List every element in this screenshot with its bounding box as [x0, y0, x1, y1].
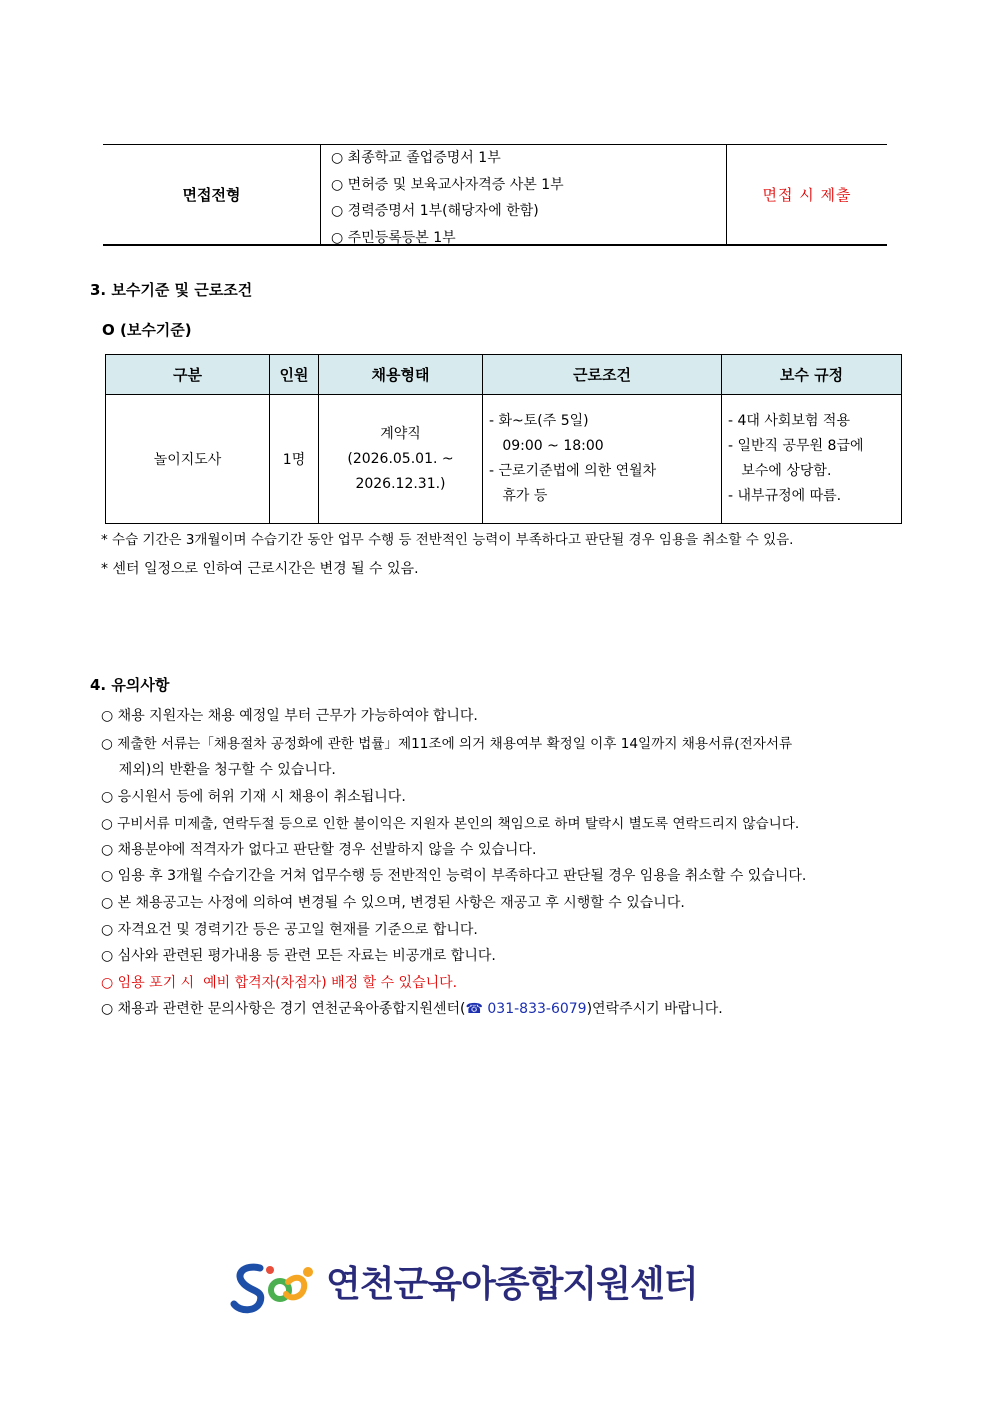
footnote: * 센터 일정으로 인하여 근로시간은 변경 될 수 있음.	[101, 561, 419, 577]
section3-subheading: O (보수기준)	[102, 321, 192, 339]
documents-table	[103, 144, 887, 246]
notice-item: 제외)의 반환을 청구할 수 있습니다.	[101, 762, 336, 778]
notice-item: ○ 자격요건 및 경력기간 등은 공고일 현재를 기준으로 합니다.	[101, 922, 478, 938]
pay-line: - 4대 사회보험 적용	[728, 413, 850, 429]
section3-heading: 3. 보수기준 및 근로조건	[90, 281, 253, 299]
contact-phone[interactable]: ☎ 031-833-6079	[465, 1001, 587, 1017]
cell-count	[270, 395, 319, 523]
notice-item: ○ 응시원서 등에 허위 기재 시 채용이 취소됩니다.	[101, 789, 406, 805]
document-item: ○ 최종학교 졸업증명서 1부	[331, 150, 501, 166]
notice-item: ○ 제출한 서류는「채용절차 공정화에 관한 법률」제11조에 의거 채용여부 확정일 이후 14일까지 채용서류(전자서류	[101, 736, 793, 752]
pay-line: - 일반직 공무원 8급에	[728, 438, 864, 454]
org-name: 연천군육아종합지원센터	[326, 1264, 698, 1305]
pay-line: 보수에 상당함.	[728, 463, 832, 479]
document-item: ○ 면허증 및 보육교사자격증 사본 1부	[331, 176, 564, 193]
type-line: 계약직	[380, 425, 421, 442]
header-pay: 보수 규정	[722, 355, 901, 395]
category-value: 놀이지도사	[153, 452, 222, 468]
notice-item: ○ 구비서류 미제출, 연락두절 등으로 인한 불이익은 지원자 본인의 책임으로 하며 탈락시 별도록 연락드리지 않습니다.	[101, 816, 800, 832]
notice-item-red: ○ 임용 포기 시 예비 합격자(차점자) 배정 할 수 있습니다.	[101, 975, 458, 991]
section4-heading: 4. 유의사항	[90, 676, 170, 694]
footnote: * 수습 기간은 3개월이며 수습기간 동안 업무 수행 등 전반적인 능력이 부족하다고 판단될 경우 임용을 취소할 수 있음.	[101, 532, 794, 548]
count-value: 1명	[282, 452, 306, 468]
document-item: ○ 경력증명서 1부(해당자에 한함)	[331, 203, 539, 219]
header-conditions: 근로조건	[483, 355, 722, 395]
contact-suffix: )연락주시기 바랍니다.	[586, 1001, 723, 1017]
notice-item: ○ 임용 후 3개월 수습기간을 거쳐 업무수행 등 전반적인 능력이 부족하다고 판단될 경우 임용을 취소할 수 있습니다.	[101, 868, 807, 884]
contact-item	[101, 998, 723, 1018]
document-item: ○ 주민등록등본 1부	[331, 229, 456, 246]
cell-type	[319, 395, 483, 523]
condition-line: - 화~토(주 5일)	[489, 413, 589, 429]
type-line: (2026.05.01. ~	[347, 450, 454, 467]
notice-item: ○ 채용분야에 적격자가 없다고 판단할 경우 선발하지 않을 수 있습니다.	[101, 842, 537, 858]
pay-line: - 내부규정에 따름.	[728, 488, 842, 504]
contact-prefix: ○ 채용과 관련한 문의사항은 경기 연천군육아종합지원센터(	[101, 1001, 466, 1017]
pay-table	[105, 354, 902, 524]
notice-item: ○ 심사와 관련된 평가내용 등 관련 모든 자료는 비공개로 합니다.	[101, 948, 496, 964]
notice-item: ○ 채용 지원자는 채용 예정일 부터 근무가 가능하여야 합니다.	[101, 708, 478, 724]
cell-category	[106, 395, 270, 523]
condition-line: 휴가 등	[489, 488, 548, 504]
header-count: 인원	[270, 355, 319, 395]
cell-conditions	[483, 395, 722, 523]
notice-item: ○ 본 채용공고는 사정에 의하여 변경될 수 있으며, 변경된 사항은 재공고 후 시행할 수 있습니다.	[101, 895, 685, 911]
cell-pay	[722, 395, 901, 523]
condition-line: 09:00 ~ 18:00	[489, 438, 604, 454]
documents-list	[321, 145, 727, 244]
org-logo-icon	[230, 1260, 326, 1316]
header-category: 구분	[106, 355, 270, 395]
header-type: 채용형태	[319, 355, 483, 395]
interview-stage-label: 면접전형	[103, 145, 321, 244]
condition-line: - 근로기준법에 의한 연월차	[489, 463, 657, 479]
submission-note: 면접 시 제출	[762, 186, 852, 204]
type-line: 2026.12.31.)	[355, 475, 446, 492]
